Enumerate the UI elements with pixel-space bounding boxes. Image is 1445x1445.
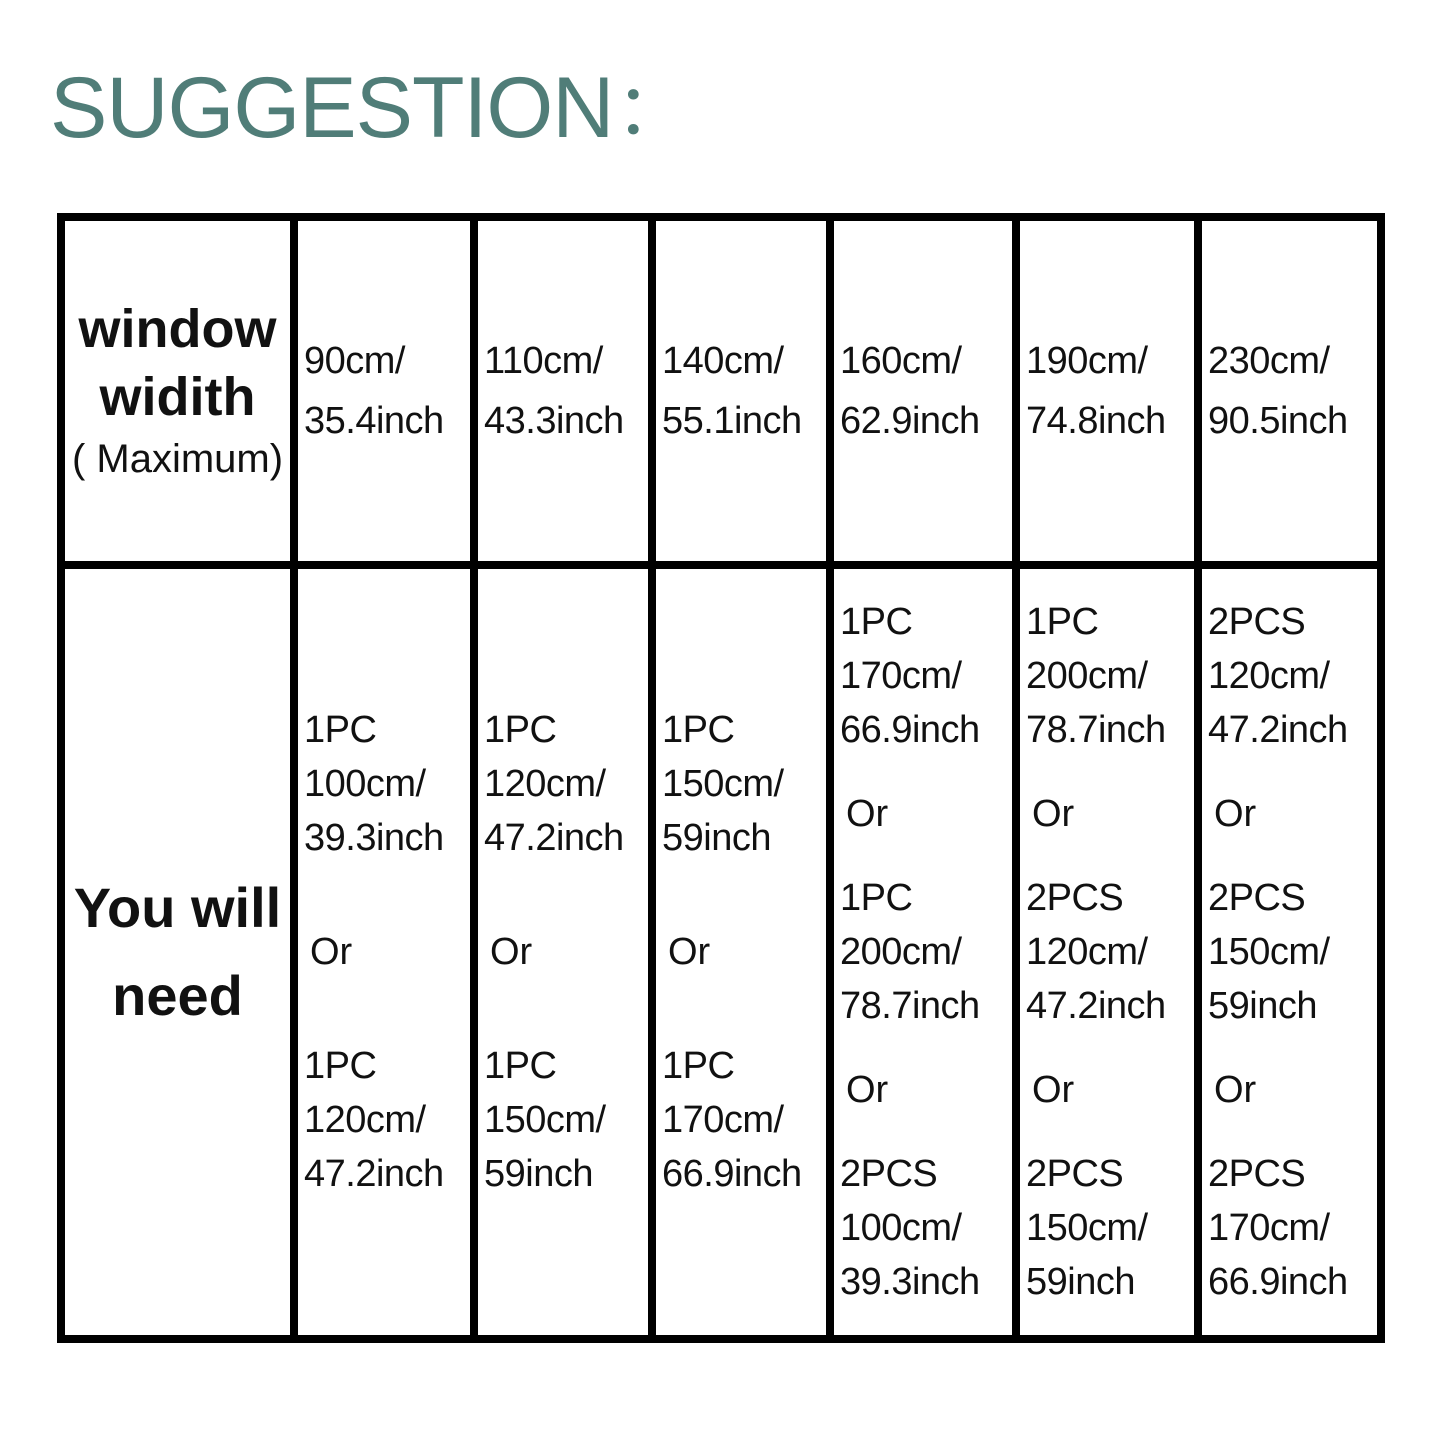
need-option: 1PC 150cm/ 59inch — [662, 709, 784, 859]
need-cell — [652, 565, 830, 1339]
window-width-row — [61, 217, 1381, 565]
width-value: 110cm/ 43.3inch — [484, 340, 624, 442]
or-label: Or — [1214, 793, 1257, 835]
need-option: 1PC 170cm/ 66.9inch — [840, 601, 980, 751]
need-option: 2PCS 170cm/ 66.9inch — [1208, 1153, 1348, 1303]
need-cell — [830, 565, 1016, 1339]
width-cell — [294, 217, 474, 565]
suggestion-table — [57, 213, 1385, 1343]
need-option: 2PCS 150cm/ 59inch — [1208, 877, 1330, 1027]
width-cell — [1016, 217, 1198, 565]
need-option: 1PC 150cm/ 59inch — [484, 1045, 606, 1195]
need-option: 1PC 200cm/ 78.7inch — [1026, 601, 1166, 751]
you-will-need-header — [61, 565, 294, 1339]
maximum-label: ( Maximum) — [71, 437, 284, 481]
page-title: SUGGESTION： — [50, 60, 699, 156]
need-option: 2PCS 120cm/ 47.2inch — [1208, 601, 1348, 751]
or-label: Or — [846, 1069, 889, 1111]
or-label: Or — [668, 931, 711, 973]
or-label: Or — [490, 931, 533, 973]
need-option: 1PC 120cm/ 47.2inch — [484, 709, 624, 859]
or-label: Or — [1032, 793, 1075, 835]
or-label: Or — [1032, 1069, 1075, 1111]
width-cell — [1198, 217, 1381, 565]
width-cell — [652, 217, 830, 565]
or-label: Or — [310, 931, 353, 973]
or-label: Or — [1214, 1069, 1257, 1111]
need-option: 2PCS 150cm/ 59inch — [1026, 1153, 1148, 1303]
width-value: 160cm/ 62.9inch — [840, 340, 980, 442]
need-option: 1PC 200cm/ 78.7inch — [840, 877, 980, 1027]
need-option: 1PC 120cm/ 47.2inch — [304, 1045, 444, 1195]
need-cell — [474, 565, 652, 1339]
need-cell — [1016, 565, 1198, 1339]
need-cell — [1198, 565, 1381, 1339]
need-option: 2PCS 100cm/ 39.3inch — [840, 1153, 980, 1303]
width-cell — [830, 217, 1016, 565]
need-option: 2PCS 120cm/ 47.2inch — [1026, 877, 1166, 1027]
need-option: 1PC 170cm/ 66.9inch — [662, 1045, 802, 1195]
width-cell — [474, 217, 652, 565]
you-will-need-label: You will need — [73, 876, 282, 1027]
need-option: 1PC 100cm/ 39.3inch — [304, 709, 444, 859]
width-value: 90cm/ 35.4inch — [304, 340, 444, 442]
you-will-need-row — [61, 565, 1381, 1339]
width-value: 230cm/ 90.5inch — [1208, 340, 1348, 442]
need-cell — [294, 565, 474, 1339]
width-value: 140cm/ 55.1inch — [662, 340, 802, 442]
width-value: 190cm/ 74.8inch — [1026, 340, 1166, 442]
window-width-label: window widith — [78, 299, 277, 427]
or-label: Or — [846, 793, 889, 835]
window-width-header — [61, 217, 294, 565]
